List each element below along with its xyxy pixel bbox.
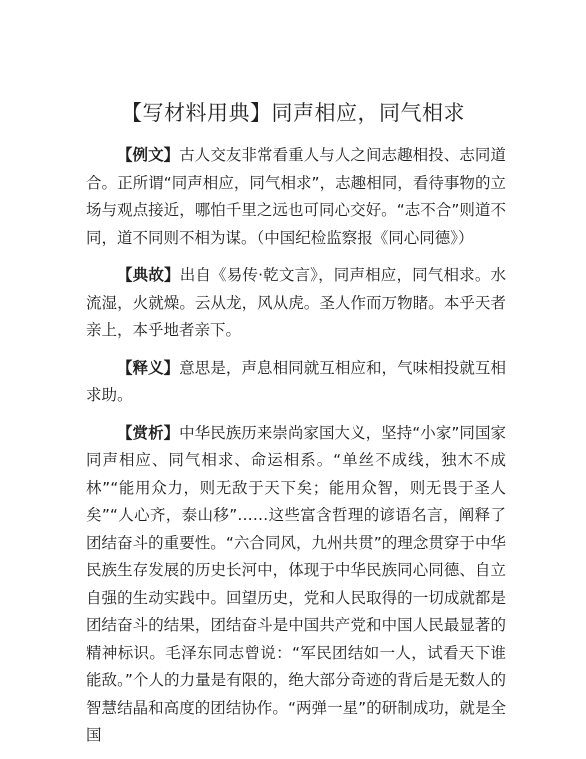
- paragraph-meaning: [86, 355, 506, 410]
- paragraph-appreciation: [86, 420, 506, 750]
- paragraph-tag: 【赏析】: [117, 423, 180, 442]
- paragraph-example: [86, 142, 506, 252]
- paragraph-tag: 【释义】: [117, 358, 180, 377]
- paragraph-text: 出自《易传·乾文言》，同声相应，同气相求。水流湿，火就燥。云从龙，风从虎。圣人作而万物睹。本乎天者亲上，本乎地者亲下。: [86, 266, 506, 339]
- paragraph-text: 古人交友非常看重人与人之间志趣相投、志同道合。正所谓“同声相应，同气相求”，志趣相同，看待事物的立场与观点接近，哪怕千里之远也可同心交好。“志不合”则道不同，道不同则不相为谋。（中国纪检监察报《同心同德》）: [86, 146, 506, 247]
- document-body: [86, 142, 506, 756]
- paragraph-allusion: [86, 262, 506, 345]
- paragraph-text: 中华民族历来崇尚家国大义，坚持“小家”同国家同声相应、同气相求、命运相系。“单丝不成线，独木不成林”“能用众力，则无敌于天下矣；能用众智，则无畏于圣人矣”“人心齐，泰山移”……这些富含哲理的谚语名言，阐释了团结奋斗的重要性。“六合同风，九州共贯”的理念贯穿于中华民族生存发展的历史长河中，体现于中华民族同心同德、自立自强的生动实践中。回望历史，党和人民取得的一切成就都是团结奋斗的结果，团结奋斗是中国共产党和中国人民最显著的精神标识。毛泽东同志曾说：“军民团结如一人，试看天下谁能敌。”个人的力量是有限的，绝大部分奇迹的背后是无数人的智慧结晶和高度的团结协作。“两弹一星”的研制成功，就是全国: [86, 423, 506, 744]
- paragraph-tag: 【例文】: [117, 146, 180, 164]
- paragraph-text: 意思是，声息相同就互相应和，气味相投就互相求助。: [86, 358, 506, 404]
- document-title: 【写材料用典】同声相应，同气相求: [121, 101, 465, 125]
- paragraph-tag: 【典故】: [117, 266, 180, 284]
